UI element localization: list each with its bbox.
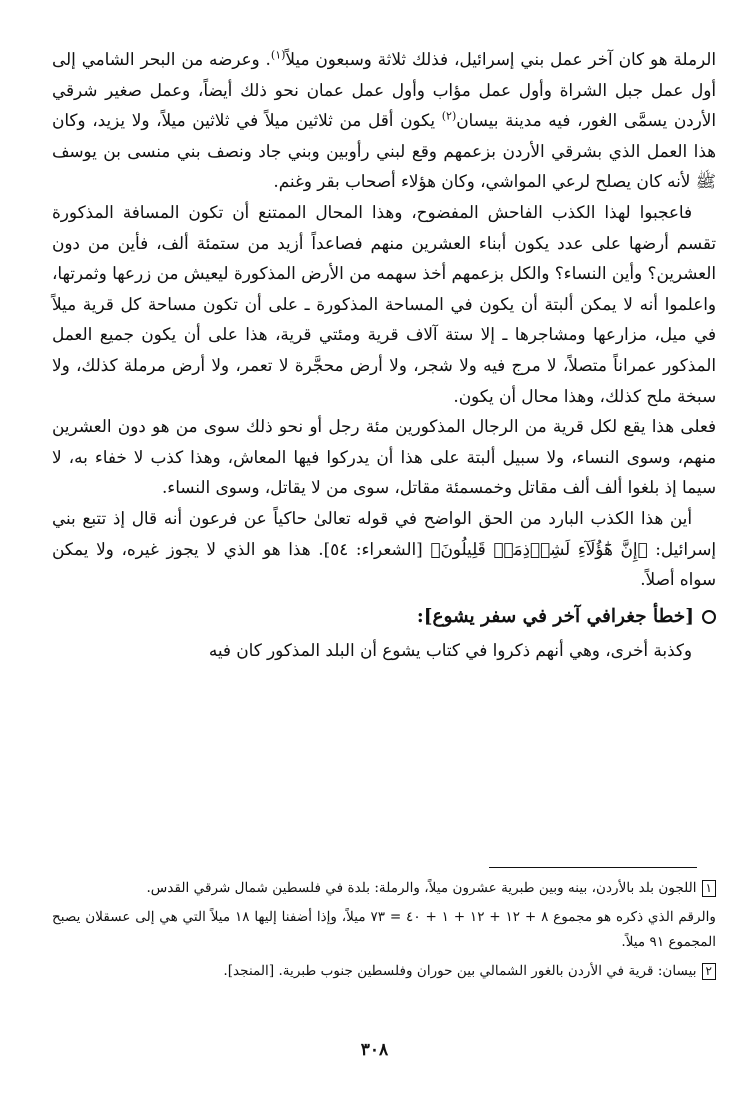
page-body [52,44,716,665]
section-heading-text: [خطأ جغرافي آخر في سفر يشوع]: [416,605,694,627]
footnote-2 [52,959,716,984]
footnote-1-text: اللجون بلد بالأردن، بينه وبين طبرية عشرون ميلاً، والرملة: بلدة في فلسطين شمال شرقي القدس. [146,880,697,896]
paragraph-5: وكذبة أخرى، وهي أنهم ذكروا في كتاب يشوع أن البلد المذكور كان فيه [208,639,692,660]
footnote-number-1: ١ [702,880,716,897]
paragraph-1-middle: . وعرضه من البحر الشامي إلى أول عمل جبل الشراة وأول عمل مؤاب وأول عمل عمان نحو ذلك أيضاً، وعمل صغير شرقي الأردن يسمَّى الغور، فيه مدينة بيسان [52,49,716,131]
footnote-2-text: بيسان: قرية في الأردن بالغور الشمالي بين حوران وفلسطين جنوب طبرية. [المنجد]. [223,963,697,979]
footnote-ref-1[interactable]: (١) [270,48,286,62]
paragraph-1-start: الرملة هو كان آخر عمل بني إسرائيل، فذلك ثلاثة وسبعون ميلاً [285,49,716,69]
paragraph-1-end: يكون أقل من ثلاثين ميلاً في ثلاثين ميلاً، ولا يزيد، وكان هذا العمل الذي بشرقي الأردن بزعمهم وقع لبني رأوبين وبني جاد ونصف بني منسى بن يوسف ﷺ لأنه كان يصلح لرعي المواشي، وكان هؤلاء أصحاب بقر وغنم. [52,110,716,192]
quran-verse: ﴿إِنَّ هَٰٓؤُلَآءِ لَشِرۡذِمَةٞ قَلِيلُونَ﴾ [430,538,648,559]
paragraph-1 [52,44,716,197]
circle-bullet-icon [702,610,716,624]
footnote-1-continued: والرقم الذي ذكره هو مجموع ٨ + ١٢ + ١٢ + ١ + ٤٠ = ٧٣ ميلاً، وإذا أضفنا إليها ١٨ ميلاً التي هي إلى عسقلان يصبح المجموع ٩١ ميلاً. [52,909,716,950]
page-number: ٣٠٨ [360,1040,389,1060]
paragraph-4-end: [الشعراء: ٥٤]. هذا هو الذي لا يجوز غيره، ولا يمكن سواه أصلاً. [52,538,716,590]
paragraph-3: فعلى هذا يقع لكل قرية من الرجال المذكورين مئة رجل أو نحو ذلك سوى من هو دون العشرين منهم، وسوى النساء، ولا سبيل ألبتة على هذا أن يدركوا فيها المعاش، وهذا كذب لا خفاء به، لا سيما إذ بلغوا ألف ألف مقاتل وخمسمئة مقاتل، سوى من لا يقاتل، وسوى النساء. [52,416,716,498]
paragraph-2: فاعجبوا لهذا الكذب الفاحش المفضوح، وهذا المحال الممتنع أن تكون المسافة المذكورة تقسم أرضها على عدد يكون أبناء العشرين منهم فصاعداً أزيد من ستمئة ألف، فأين من دون العشرين؟ وأين النساء؟ والكل بزعمهم أخذ سهمه من الأرض المذكورة ليعيش من زرعها وثمرتها، واعلموا أنه لا يمكن ألبتة أن يكون في المساحة المذكورة ـ على أن تكون مساحة كل قرية ميلاً في ميل، مزارعها ومشاجرها ـ إلا ستة آلاف قرية ومئتي قرية، هذا على أن يكون جميع العمل المذكور عمراناً متصلاً، لا مرج فيه ولا شجر، ولا أرض محجَّرة لا تعمر، ولا أرض مرملة كذلك، ولا سبخة ملح كذلك، وهذا محال أن يكون. [52,201,716,406]
footnote-1 [52,876,716,901]
footnotes [52,876,716,988]
section-heading [52,601,716,633]
main-text [52,44,716,665]
paragraph-4 [52,503,716,595]
paragraph-4-start: أين هذا الكذب البارد من الحق الواضح في قوله تعالىٰ حاكياً عن فرعون أنه قال إذ تتبع بني إسرائيل: [52,507,716,559]
footnote-number-2: ٢ [702,963,716,980]
footnote-divider [489,867,697,868]
footnote-ref-2[interactable]: (٢) [441,109,457,123]
